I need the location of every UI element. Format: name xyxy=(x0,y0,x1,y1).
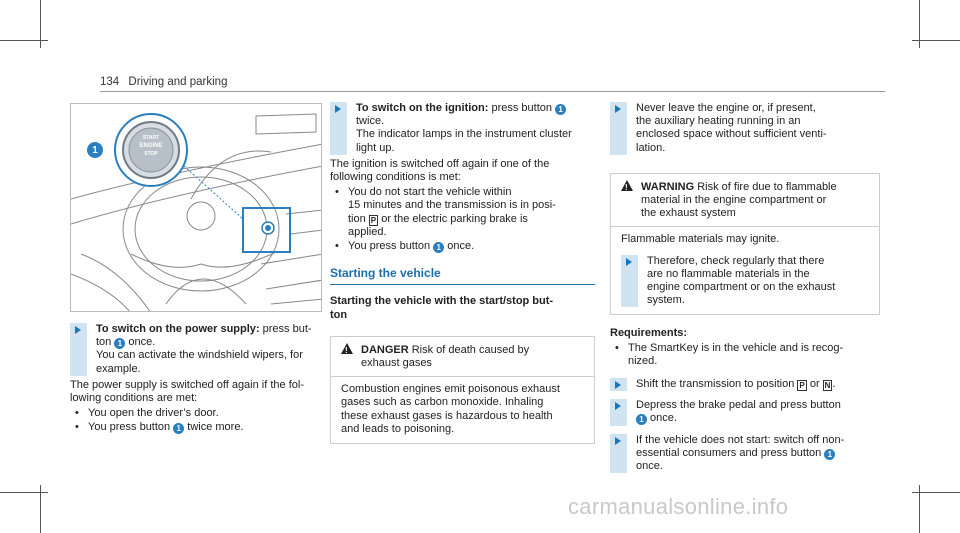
step-text: or xyxy=(806,378,823,391)
step-text: enclosed space without sufficient venti- xyxy=(636,128,827,141)
list-item-text: You press button xyxy=(348,240,434,253)
step-brake xyxy=(610,399,880,425)
page-header xyxy=(100,76,227,89)
step-text: light up. xyxy=(356,141,395,154)
danger-body xyxy=(331,377,594,443)
step-text: example. xyxy=(96,362,141,375)
danger-box xyxy=(330,336,595,444)
danger-label: DANGER xyxy=(361,343,409,356)
callout-badge-1: 1 xyxy=(173,423,184,434)
list-item-text: 15 minutes and the transmission is in posi- xyxy=(348,199,556,212)
subheading-line: ton xyxy=(330,308,348,321)
step-text: the auxiliary heating running in an xyxy=(636,115,801,128)
warning-body xyxy=(611,227,879,314)
crop-mark xyxy=(912,492,960,493)
list-item xyxy=(610,342,880,368)
step-arrow-icon xyxy=(626,258,632,266)
requirements-label: Requirements: xyxy=(610,327,688,340)
step-text: If the vehicle does not start: switch off non- xyxy=(636,433,845,446)
button-text-start: START xyxy=(142,135,160,141)
step-text: system. xyxy=(647,294,685,307)
dashboard-illustration xyxy=(70,103,322,312)
step-arrow-icon xyxy=(615,402,621,410)
step-text: Shift the transmission to position xyxy=(636,378,798,391)
warning-box xyxy=(610,173,880,316)
watermark: carmanualsonline.info xyxy=(568,494,789,519)
warning-title: Risk of fire due to flammable xyxy=(694,180,837,193)
requirements-list xyxy=(610,342,880,368)
dashboard-drawing xyxy=(71,104,322,312)
warning-triangle-icon xyxy=(341,343,353,354)
figure-callout-1: 1 xyxy=(92,145,98,156)
step-text: are no flammable materials in the xyxy=(647,267,810,280)
step-never-leave xyxy=(610,102,880,155)
button-text-stop: STOP xyxy=(144,151,158,157)
list-item-text: twice more. xyxy=(184,421,244,434)
list-item: • You open the driver’s door. xyxy=(70,407,330,420)
step-arrow-icon xyxy=(615,381,621,389)
step-arrow-icon xyxy=(335,105,341,113)
list-item-text: or the electric parking brake is xyxy=(378,212,528,225)
warning-label: WARNING xyxy=(641,180,695,193)
step-text: once. xyxy=(125,336,156,349)
crop-mark xyxy=(0,492,48,493)
step-arrow-icon xyxy=(615,437,621,445)
subheading xyxy=(330,295,595,321)
section-heading: Starting the vehicle xyxy=(330,267,595,285)
paragraph-line: The ignition is switched off again if one of the xyxy=(330,157,550,170)
list-item-text: tion xyxy=(348,212,369,225)
column-1 xyxy=(70,323,330,437)
step-text: twice. xyxy=(356,115,385,128)
step-text: Depress the brake pedal and press button xyxy=(636,399,841,412)
step-arrow-icon xyxy=(615,105,621,113)
list-item-text: • You do not start the vehicle within xyxy=(348,186,512,199)
step-text: Therefore, check regularly that there xyxy=(647,254,825,267)
step-text: engine compartment or on the exhaust xyxy=(647,281,836,294)
list-item-text: once. xyxy=(444,240,475,253)
paragraph-line: The power supply is switched off again if the fol- xyxy=(70,378,304,391)
section-title: Driving and parking xyxy=(128,76,228,88)
step-power-supply xyxy=(70,323,330,376)
start-stop-button-label xyxy=(131,134,171,158)
callout-badge-1: 1 xyxy=(114,338,125,349)
danger-text: and leads to poisoning. xyxy=(341,422,455,435)
conditions-list xyxy=(330,186,595,253)
conditions-paragraph xyxy=(330,158,595,184)
step-not-start xyxy=(610,434,880,474)
gear-p-key: P xyxy=(799,381,805,391)
paragraph-line: following conditions is met: xyxy=(330,171,461,184)
page-number: 134 xyxy=(100,76,120,88)
column-2 xyxy=(330,102,595,444)
conditions-list xyxy=(70,407,330,434)
warning-header xyxy=(611,174,879,228)
danger-text: Combustion engines emit poisonous exhaust xyxy=(341,383,560,396)
step-text: ton xyxy=(96,336,115,349)
list-item-text: • The SmartKey is in the vehicle and is recog- xyxy=(628,341,844,354)
warning-step xyxy=(621,255,869,308)
step-text: Never leave the engine or, if present, xyxy=(636,102,816,114)
conditions-paragraph xyxy=(70,379,330,405)
step-text: press but- xyxy=(259,323,312,335)
list-item xyxy=(330,186,595,239)
step-text: essential consumers and press button xyxy=(636,446,825,459)
step-text: The indicator lamps in the instrument cluster xyxy=(356,128,572,141)
danger-title: exhaust gases xyxy=(361,357,432,370)
step-text: lation. xyxy=(636,141,666,154)
subheading-line: Starting the vehicle with the start/stop but- xyxy=(330,295,554,308)
list-item-text: You press button xyxy=(88,421,174,434)
callout-badge-1: 1 xyxy=(433,242,444,253)
header-rule xyxy=(100,91,885,92)
step-text: You can activate the windshield wipers, for xyxy=(96,349,303,362)
column-3 xyxy=(610,102,880,476)
gear-p-key: P xyxy=(370,215,377,225)
step-text: . xyxy=(832,378,836,391)
warning-text: Flammable materials may ignite. xyxy=(621,233,780,246)
step-ignition xyxy=(330,102,595,155)
list-item-text: applied. xyxy=(348,225,387,238)
step-title: To switch on the ignition: xyxy=(356,102,489,114)
warning-title: material in the engine compartment or xyxy=(641,194,827,207)
warning-triangle-icon xyxy=(621,180,633,191)
callout-badge-1: 1 xyxy=(824,449,835,460)
crop-mark xyxy=(0,40,48,41)
step-text: once. xyxy=(636,460,663,473)
step-arrow-icon xyxy=(75,326,81,334)
danger-text: gases such as carbon monoxide. Inhaling xyxy=(341,396,544,409)
callout-badge-1: 1 xyxy=(555,104,566,115)
step-text: once. xyxy=(647,412,677,425)
callout-badge-1: 1 xyxy=(636,414,647,425)
paragraph-line: lowing conditions are met: xyxy=(70,392,198,405)
warning-title: the exhaust system xyxy=(641,207,736,220)
list-item-text: nized. xyxy=(628,354,658,367)
step-title: To switch on the power supply: xyxy=(96,323,260,335)
button-text-engine: ENGINE xyxy=(139,143,163,149)
danger-text: these exhaust gases is hazardous to health xyxy=(341,409,553,422)
crop-mark xyxy=(912,40,960,41)
list-item xyxy=(70,421,330,434)
step-shift xyxy=(610,378,880,391)
step-text: press button xyxy=(488,102,556,114)
danger-header xyxy=(331,337,594,377)
danger-title: Risk of death caused by xyxy=(408,343,530,356)
list-item xyxy=(330,240,595,253)
gear-n-key: N xyxy=(824,381,831,391)
